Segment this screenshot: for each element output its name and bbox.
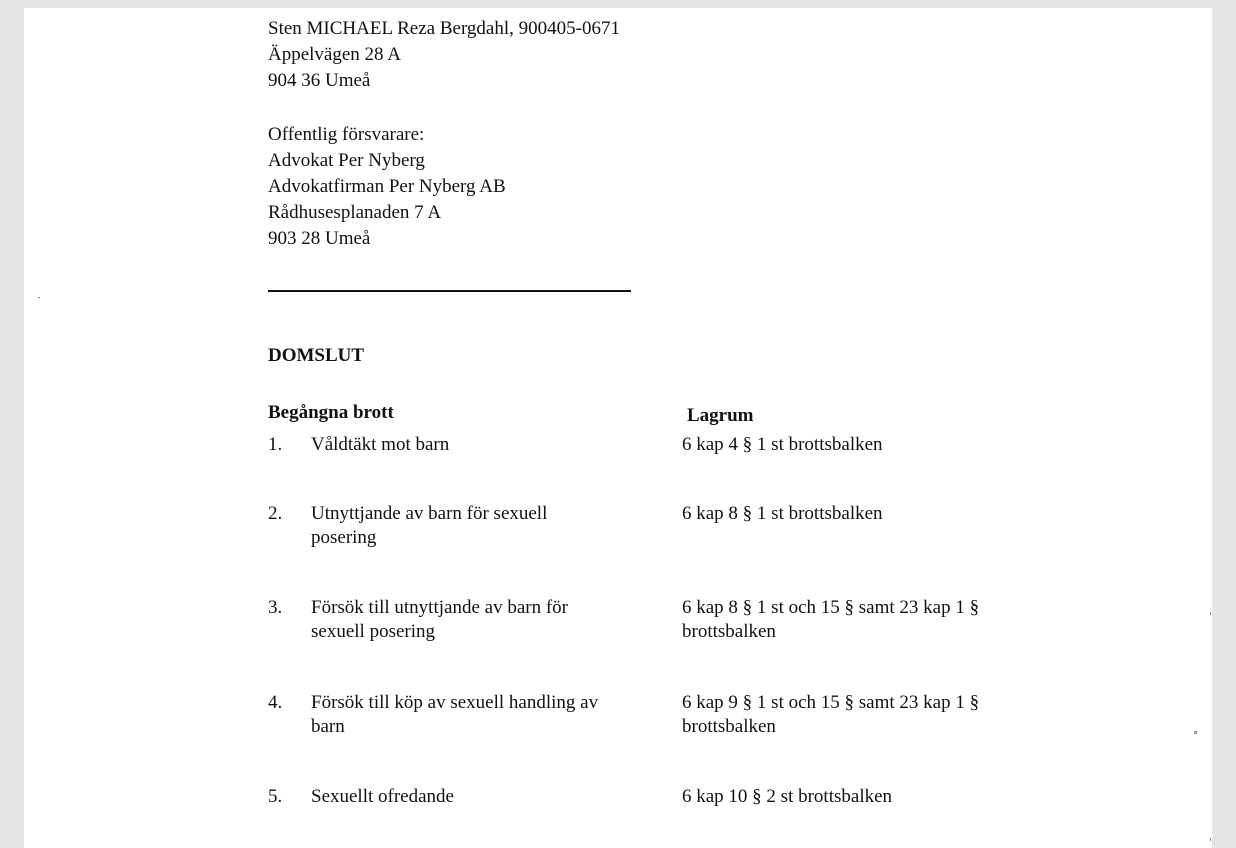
defender-firm-line: Advokatfirman Per Nyberg AB — [268, 176, 506, 197]
party-city-line: 904 36 Umeå — [268, 70, 371, 91]
crime-line: sexuell posering — [311, 621, 436, 642]
crime-line: barn — [311, 716, 345, 737]
domslut-heading: DOMSLUT — [268, 345, 365, 366]
item-crime — [311, 785, 454, 809]
law-column-header: Lagrum — [687, 405, 754, 426]
crime-line: Utnyttjande av barn för sexuell — [311, 503, 548, 524]
law-line: 6 kap 4 § 1 st brottsbalken — [682, 434, 883, 455]
item-number: 4. — [268, 692, 283, 713]
separator-rule — [268, 290, 631, 292]
defender-title-line: Offentlig försvarare: — [268, 124, 425, 145]
crime-line: Sexuellt ofredande — [311, 786, 454, 807]
law-line: brottsbalken — [682, 716, 776, 737]
defender-address-block — [268, 122, 506, 252]
item-crime — [311, 691, 598, 739]
item-number: 3. — [268, 597, 283, 618]
item-number: 5. — [268, 786, 283, 807]
item-law — [682, 785, 892, 809]
defender-street-line: Rådhusesplanaden 7 A — [268, 202, 442, 223]
scan-speck — [1210, 612, 1211, 615]
crimes-column-header: Begångna brott — [268, 402, 394, 423]
crime-line: Våldtäkt mot barn — [311, 434, 450, 455]
party-address-block — [268, 16, 620, 94]
viewer-top-edge — [0, 0, 1236, 8]
item-number: 1. — [268, 434, 283, 455]
crime-line: Försök till köp av sexuell handling av — [311, 692, 599, 713]
item-crime — [311, 502, 547, 550]
document-page — [24, 8, 1212, 848]
item-crime — [311, 433, 449, 457]
defender-city-line: 903 28 Umeå — [268, 228, 371, 249]
scan-speck — [38, 297, 40, 298]
item-law — [682, 502, 883, 526]
item-crime — [311, 596, 568, 644]
party-street-line: Äppelvägen 28 A — [268, 44, 401, 65]
item-law — [682, 691, 979, 739]
item-law — [682, 433, 883, 457]
law-line: 6 kap 8 § 1 st brottsbalken — [682, 503, 883, 524]
law-line: 6 kap 8 § 1 st och 15 § samt 23 kap 1 § — [682, 597, 980, 618]
item-number: 2. — [268, 503, 283, 524]
law-line: brottsbalken — [682, 621, 776, 642]
party-name-line: Sten MICHAEL Reza Bergdahl, 900405-0671 — [268, 18, 620, 39]
scan-speck — [1210, 838, 1211, 841]
item-law — [682, 596, 979, 644]
law-line: 6 kap 9 § 1 st och 15 § samt 23 kap 1 § — [682, 692, 980, 713]
crime-line: posering — [311, 527, 377, 548]
crime-line: Försök till utnyttjande av barn för — [311, 597, 568, 618]
law-line: 6 kap 10 § 2 st brottsbalken — [682, 786, 893, 807]
scan-speck — [1194, 731, 1197, 734]
defender-name-line: Advokat Per Nyberg — [268, 150, 425, 171]
